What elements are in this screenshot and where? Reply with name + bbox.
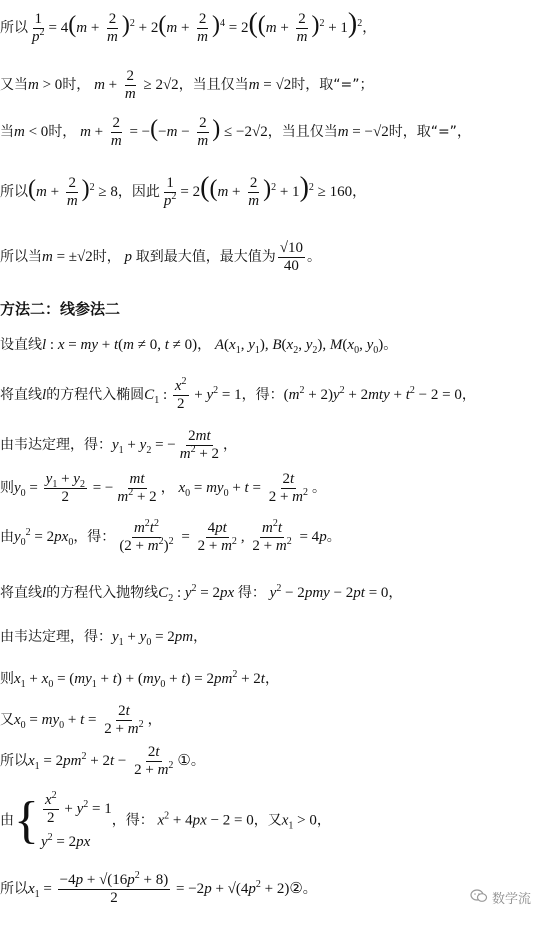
equation-line-7: 将直线l的方程代入椭圆$C_1$ : $\frac{x^2}{2}$ + $y^2 = 1$，得：$(m^2 + 2)y^2 + 2mty + t^2 - 2 = 0$， [0,376,476,413]
equation-line-13: 则$x_1 + x_0 = (my_1 + t) + (my_0 + t) = 2pm^2 + 2t$， [0,669,279,690]
equation-line-15: 所以$x_1 = 2pm^2 + 2t$ − $\frac{2t}{2 + m^2}$ ①。 [0,744,205,779]
equation-line-8: 由韦达定理，得：$y_1 + y_2$ = − $\frac{2mt}{m^2 + 2}$ ， [0,428,238,463]
equation-line-9: 则$y_0$ = $\frac{y_1 + y_2}{2}$ = − $\frac{mt}{m^2 + 2}$ ， $x_0 = my_0 + t$ = $\frac{2t}{2 + m^2}$ 。 [0,471,326,506]
equation-line-6: 设直线l : x = my + t(m ≠ 0, t ≠ 0)， $A(x_1$, $y_1$), $B(x_2$, $y_2$), $M(x_0$, $y_0$)。 [0,337,398,356]
equation-line-17: 所以$x_1$ = $\frac{-4p + √(16p^2 + 8)}{2}$ = $-2p + √(4p^2$ + 2)②。 [0,870,317,907]
equation-line-3: 当m < 0时， m + $\frac{2}{m}$ = −(−m − $\frac{2}{m}$ ) ≤ −2√2，当且仅当m = −√2时，取“=”， [0,115,471,150]
section-heading: 方法二：线参法二 [0,300,121,318]
equation-line-5: 所以当m = ±√2时， p 取到最大值，最大值为 $\frac{√10}{40}$ 。 [0,240,322,275]
equation-line-11: 将直线l的方程代入抛物线$C_2$ : $y^2 = 2px$ 得： $y^2 - 2pmy - 2pt = 0$， [0,583,403,604]
equation-line-16: 由 { $\frac{x^2}{2}$ + $y^2 = 1$ $y^2 = 2px$ ，得： $x^2 + 4px - 2 = 0$，又$x_1 > 0$， [0,790,331,850]
equation-line-14: 又$x_0 = my_0 + t$ = $\frac{2t}{2 + m^2}$ ， [0,703,162,738]
equation-line-2: 又当m > 0时， m + $\frac{2}{m}$ ≥ 2√2，当且仅当m = √2时，取“=”； [0,68,374,103]
equation-line-4: 所以(m + $\frac{2}{m}$ )$^2$ ≥ 8，因此 $\frac{1}{p^2}$ = 2((m + $\frac{2}{m}$ )$^2$ + 1)$^2$ ≥ 160， [0,172,367,210]
equation-line-10: 由$y_0^2 = 2px_0$，得： $\frac{m^2t^2}{(2 + m^2)^2}$ = $\frac{4pt}{2 + m^2}$ , $\frac{m^2t}{2 + m^2}$ = 4p。 [0,518,341,555]
watermark [470,888,531,907]
equation-line-12: 由韦达定理，得：$y_1 + y_0 = 2pm$， [0,629,208,648]
wechat-icon [470,889,488,907]
watermark-text: 数学流 [492,892,532,907]
equation-line-1: 所以 $\frac{1}{p^2}$ = 4(m + $\frac{2}{m}$ )$^2$ + 2(m + $\frac{2}{m}$ )$^4$ = 2((m + $\frac{2}{m}$ )$^2$ + 1)$^2$， [0,8,377,46]
